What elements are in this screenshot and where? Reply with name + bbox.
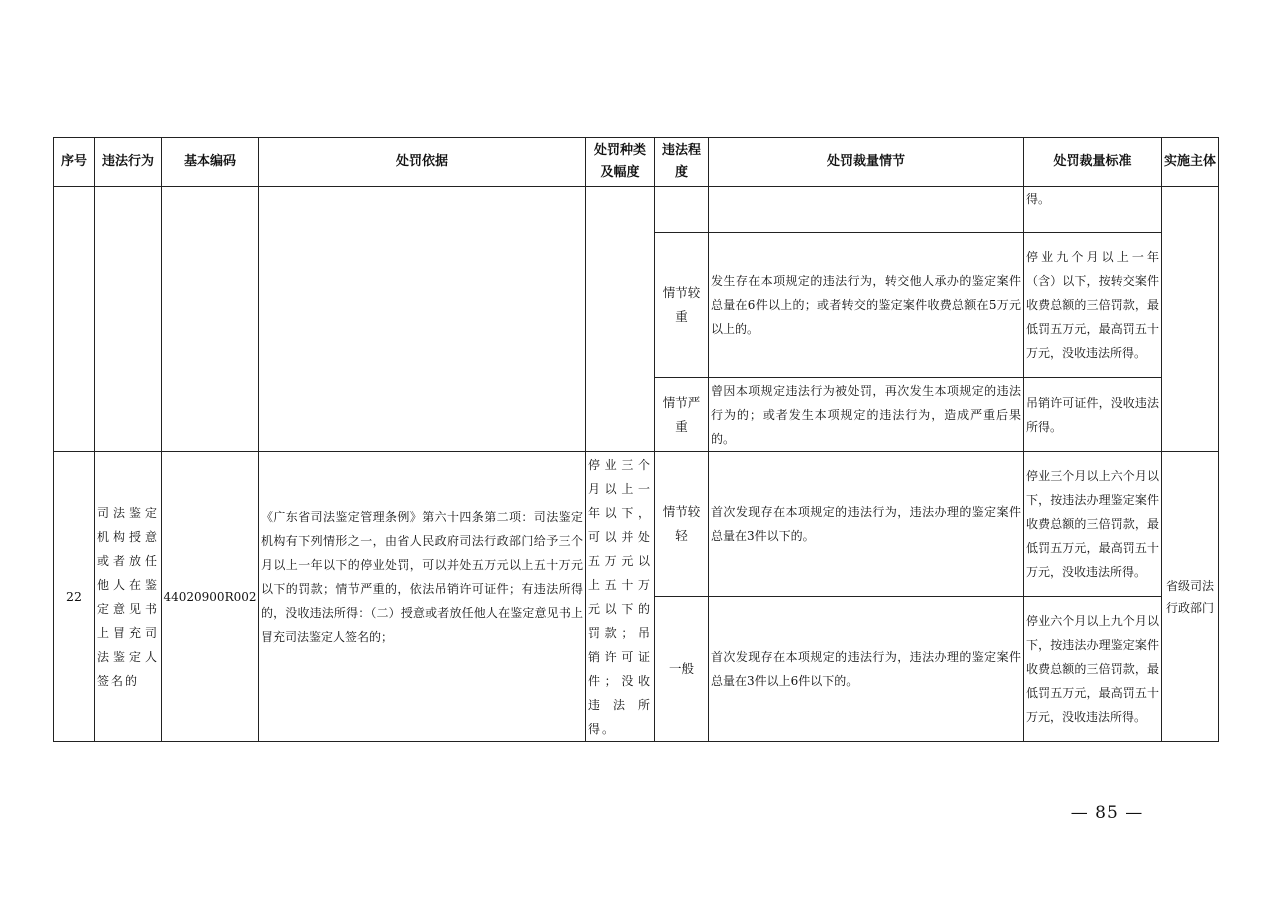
header-circumstance: 处罚裁量情节 xyxy=(709,138,1024,187)
basis-cell: 《广东省司法鉴定管理条例》第六十四条第二项：司法鉴定机构有下列情形之一，由省人民政府司法行政部门给予三个月以上一年以下的停业处罚，可以并处五万元以上五十万元以下的罚款；情节严重的，依法吊销许可证件；有违法所得的，没收违法所得：（二）授意或者放任他人在鉴定意见书上冒充司法鉴定人签名的； xyxy=(259,452,586,742)
penalty-discretion-table xyxy=(53,137,1219,742)
degree-cell: 情节较轻 xyxy=(655,452,709,597)
penalty-kind-cell xyxy=(586,187,655,452)
circumstance-cell: 首次发现存在本项规定的违法行为，违法办理的鉴定案件总量在3件以下的。 xyxy=(709,452,1024,597)
header-penalty-kind: 处罚种类及幅度 xyxy=(586,138,655,187)
standard-cell: 得。 xyxy=(1024,187,1162,233)
circumstance-cell: 曾因本项规定违法行为被处罚，再次发生本项规定的违法行为的；或者发生本项规定的违法行为，造成严重后果的。 xyxy=(709,378,1024,452)
header-agency: 实施主体 xyxy=(1162,138,1219,187)
degree-cell: 一般 xyxy=(655,597,709,742)
degree-cell xyxy=(655,187,709,233)
standard-cell: 吊销许可证件，没收违法所得。 xyxy=(1024,378,1162,452)
basis-cell xyxy=(259,187,586,452)
header-code: 基本编码 xyxy=(162,138,259,187)
degree-cell: 情节严重 xyxy=(655,378,709,452)
seq-cell xyxy=(54,187,95,452)
penalty-kind-cell: 停业三个月以上一年以下，可以并处五万元以上五十万元以下的罚款；吊销许可证件；没收违法所得。 xyxy=(586,452,655,742)
table-row xyxy=(54,452,1219,597)
header-violation: 违法行为 xyxy=(95,138,162,187)
circumstance-cell: 首次发现存在本项规定的违法行为，违法办理的鉴定案件总量在3件以上6件以下的。 xyxy=(709,597,1024,742)
standard-cell: 停业三个月以上六个月以下，按违法办理鉴定案件收费总额的三倍罚款，最低罚五万元，最高罚五十万元，没收违法所得。 xyxy=(1024,452,1162,597)
table-header-row xyxy=(54,138,1219,187)
page-number: — 85 — xyxy=(1070,803,1144,823)
standard-cell: 停业九个月以上一年（含）以下，按转交案件收费总额的三倍罚款，最低罚五万元，最高罚五十万元，没收违法所得。 xyxy=(1024,233,1162,378)
agency-cell: 省级司法行政部门 xyxy=(1162,452,1219,742)
code-cell: 44020900R002 xyxy=(162,452,259,742)
seq-cell: 22 xyxy=(54,452,95,742)
standard-cell: 停业六个月以上九个月以下，按违法办理鉴定案件收费总额的三倍罚款，最低罚五万元，最高罚五十万元，没收违法所得。 xyxy=(1024,597,1162,742)
header-basis: 处罚依据 xyxy=(259,138,586,187)
circumstance-cell xyxy=(709,187,1024,233)
code-cell xyxy=(162,187,259,452)
circumstance-cell: 发生存在本项规定的违法行为，转交他人承办的鉴定案件总量在6件以上的；或者转交的鉴定案件收费总额在5万元以上的。 xyxy=(709,233,1024,378)
header-degree: 违法程度 xyxy=(655,138,709,187)
degree-cell: 情节较重 xyxy=(655,233,709,378)
header-seq: 序号 xyxy=(54,138,95,187)
header-standard: 处罚裁量标准 xyxy=(1024,138,1162,187)
violation-cell xyxy=(95,187,162,452)
violation-cell: 司法鉴定机构授意或者放任他人在鉴定意见书上冒充司法鉴定人签名的 xyxy=(95,452,162,742)
table-row xyxy=(54,187,1219,233)
agency-cell xyxy=(1162,187,1219,452)
